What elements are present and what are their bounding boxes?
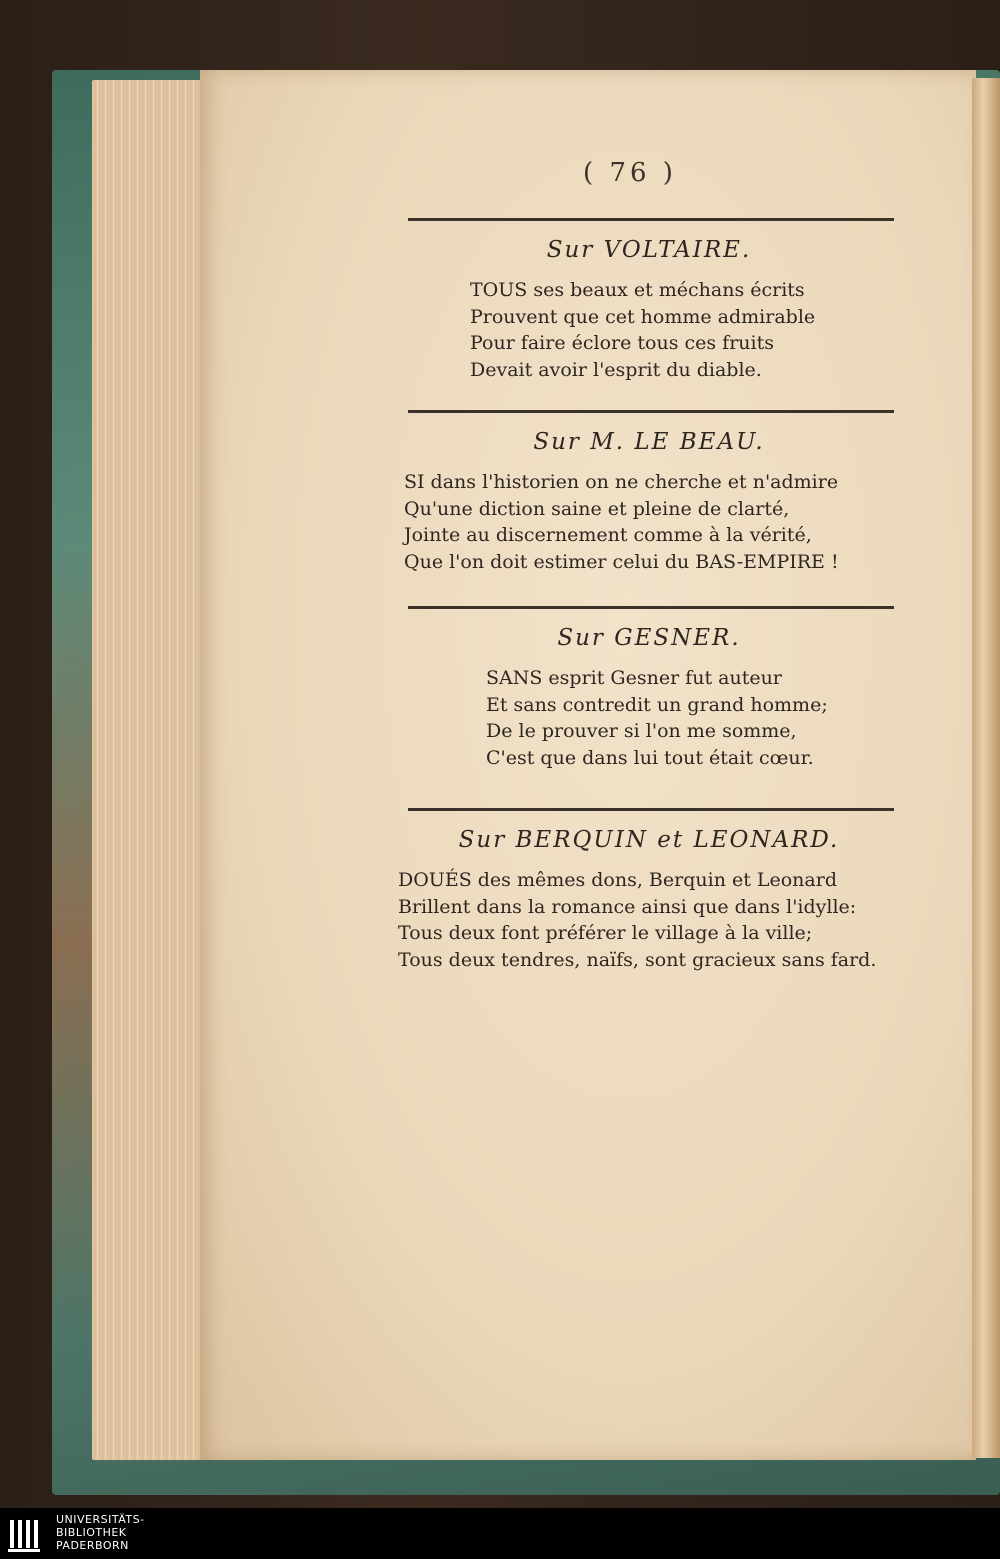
poem-line: Jointe au discernement comme à la vérité, (404, 524, 812, 546)
poem-line: Tous deux tendres, naïfs, sont gracieux sans fard. (398, 948, 877, 971)
library-logo-icon (6, 1514, 46, 1554)
poem-line: Devait avoir l'esprit du diable. (470, 358, 762, 381)
logo-line: UNIVERSITÄTS- (56, 1513, 145, 1526)
library-logo-text (56, 1513, 145, 1552)
section-divider (408, 808, 894, 811)
poem-line: Que l'on doit estimer celui du BAS-EMPIRE ! (404, 550, 839, 573)
poem-section-gesner (404, 606, 894, 771)
section-divider (408, 410, 894, 413)
library-footer (0, 1508, 1000, 1559)
poem-line: Tous deux font préférer le village à la ville; (398, 922, 813, 944)
poem-line: SI dans l'historien on ne cherche et n'admire (404, 471, 839, 493)
poem-line: SANS esprit Gesner fut auteur (486, 667, 782, 689)
page-number: ( 76 ) (583, 158, 677, 188)
poem-title: Sur GESNER. (557, 625, 741, 651)
poem-line: C'est que dans lui tout était cœur. (486, 746, 814, 769)
facing-page-edge (972, 78, 1000, 1458)
poem-line: Et sans contredit un grand homme; (486, 693, 828, 716)
poem-section-voltaire (404, 218, 894, 383)
poem-body (470, 277, 894, 383)
poem-section-berquin-leonard (398, 808, 894, 973)
poem-line: Pour faire éclore tous ces fruits (470, 332, 774, 354)
poem-body (404, 469, 894, 575)
poem-line: Brillent dans la romance ainsi que dans l'idylle: (398, 895, 857, 918)
section-divider (408, 218, 894, 221)
poem-line: DOUÉS des mêmes dons, Berquin et Leonard (398, 869, 837, 891)
poem-title: Sur M. LE BEAU. (533, 429, 765, 455)
logo-line: BIBLIOTHEK (56, 1526, 127, 1539)
poem-title: Sur VOLTAIRE. (546, 237, 752, 263)
poem-section-le-beau (404, 410, 894, 575)
poem-title: Sur BERQUIN et LEONARD. (458, 827, 840, 853)
page-stack-edges (92, 80, 212, 1460)
poem-body (486, 665, 894, 771)
section-divider (408, 606, 894, 609)
poem-body (398, 867, 894, 973)
logo-line: PADERBORN (56, 1539, 129, 1552)
poem-line: TOUS ses beaux et méchans écrits (470, 279, 805, 301)
poem-line: Prouvent que cet homme admirable (470, 305, 816, 328)
poem-line: Qu'une diction saine et pleine de clarté, (404, 497, 790, 520)
poem-line: De le prouver si l'on me somme, (486, 720, 797, 742)
